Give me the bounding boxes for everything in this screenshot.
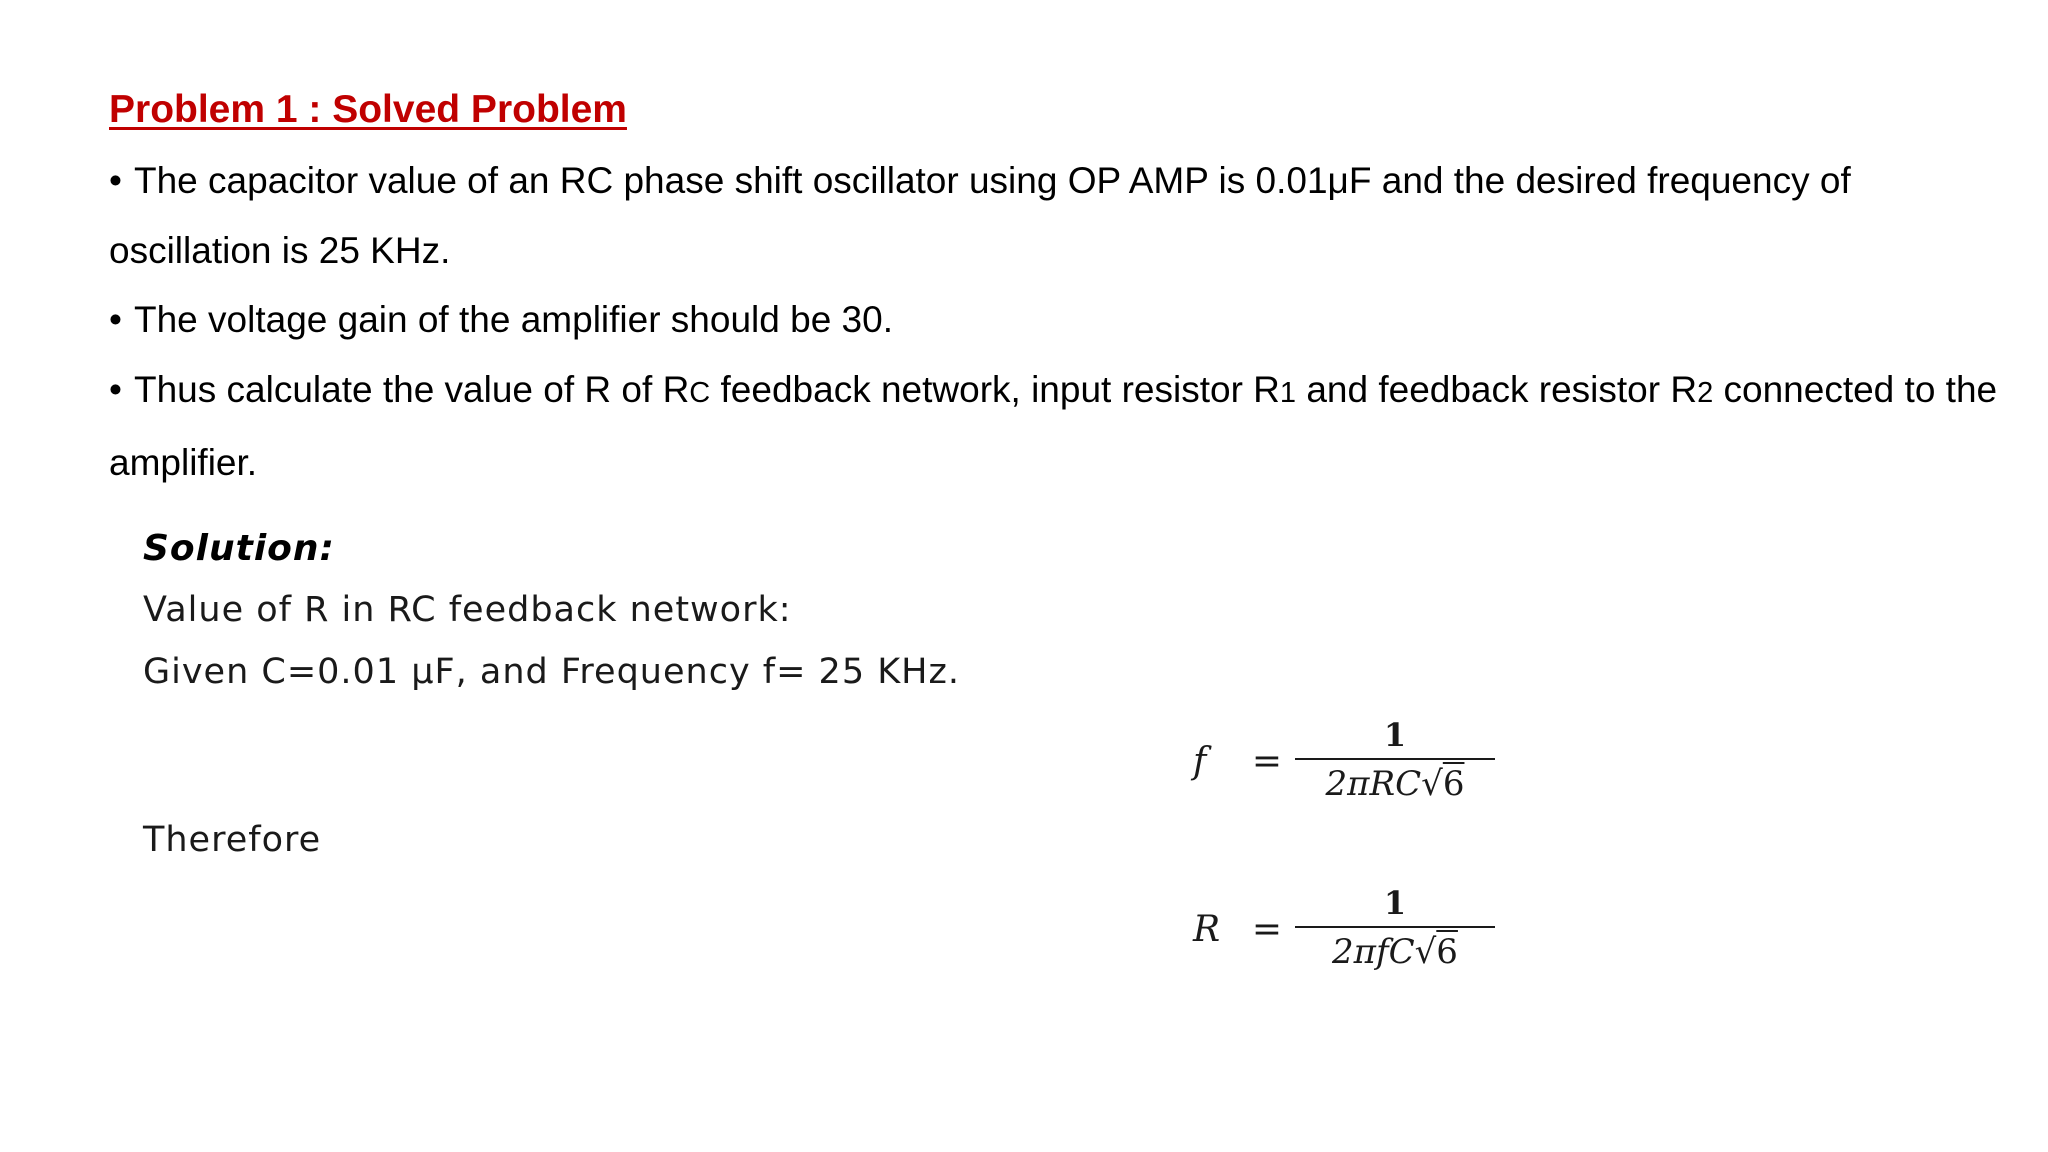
bullet-icon: • [109,368,122,410]
frequency-equation [1193,716,1495,806]
bullet-icon: • [109,299,122,340]
bullet-item-calculate [109,355,2009,498]
equals-sign: = [1251,908,1283,950]
problem-title: Problem 1 : Solved Problem [109,88,627,131]
denominator-prefix: 2πfC [1332,932,1415,972]
solution-line-therefore: Therefore [143,820,322,860]
solution-heading: Solution: [143,528,335,569]
subscript-2: 2 [1697,376,1714,409]
numerator: 1 [1383,716,1407,754]
denominator-prefix: 2πRC [1325,764,1422,804]
solution-line-value-of-r: Value of R in RC feedback network: [143,590,792,630]
equation-lhs: f [1193,740,1207,782]
bullet-text: The capacitor value of an RC phase shift oscillator using OP AMP is 0.01μF and the desired frequency of oscillation is 25 KHz. [109,160,1851,271]
bullet-text: and feedback resistor R [1296,368,1698,410]
equals-sign: = [1251,740,1283,782]
bullet-text: The voltage gain of the amplifier should be 30. [134,299,893,340]
fraction [1295,716,1495,806]
equation-lhs: R [1193,908,1221,950]
bullet-icon: • [109,160,122,201]
resistance-equation [1193,884,1495,974]
solution-image [143,528,1543,988]
denominator [1332,928,1458,974]
bullet-item-gain [109,285,2009,355]
denominator [1326,760,1465,806]
square-root-icon: √ [1414,932,1437,972]
bullet-text: connected to the amplifier. [109,368,1998,483]
numerator: 1 [1383,884,1407,922]
radicand: 6 [1436,932,1458,972]
fraction [1295,884,1495,974]
bullet-item-capacitor [109,146,2009,285]
bullet-text: feedback network, input resistor R [710,368,1280,410]
radicand: 6 [1442,764,1465,804]
solution-line-given: Given C=0.01 μF, and Frequency f= 25 KHz. [143,652,960,692]
subscript-c: C [689,376,711,409]
subscript-1: 1 [1279,376,1297,409]
problem-statement [109,146,2009,498]
bullet-text: Thus calculate the value of R of R [134,368,690,410]
square-root-icon: √ [1421,764,1443,804]
